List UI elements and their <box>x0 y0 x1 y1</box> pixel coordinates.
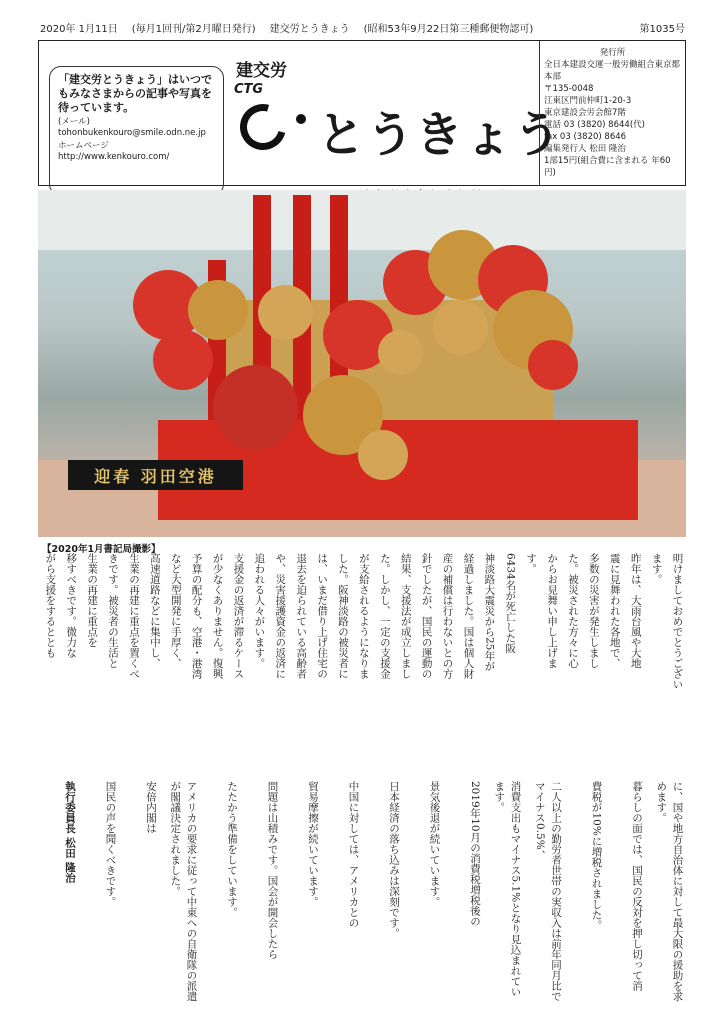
article-column: 経過しました。国は個人財 <box>462 553 475 679</box>
article-column: や、災害援護資金の返済に <box>274 553 287 679</box>
fax: fax 03 (3820) 8646 <box>544 132 627 142</box>
article-column: が支給されるようになりま <box>357 553 370 679</box>
article-column: は、いまだ借り上げ住宅の <box>316 553 329 679</box>
article-column: 問題は山積みです。国会が開会したら <box>266 781 279 960</box>
paper-fan <box>528 340 578 390</box>
article-column: た。しかし、一定の支援金 <box>378 553 391 679</box>
submission-notice <box>49 66 224 196</box>
article-band-top <box>38 553 686 778</box>
article-column: ます。 <box>650 553 663 585</box>
paper-fan <box>153 330 213 390</box>
article-column: 産の補償は行わないとの方 <box>441 553 454 679</box>
article-column: 生業の再建に重点を <box>86 553 99 648</box>
article-column: した。阪神淡路の被災者に <box>337 553 349 679</box>
paper-name: 建交労とうきょう <box>269 24 350 35</box>
price: 1部15円(組合費に含まれる 年60円) <box>544 156 671 178</box>
article-column: 多数の災害が発生しまし <box>587 553 600 669</box>
publisher-heading: 発行所 <box>599 48 626 58</box>
paper-fan <box>433 300 488 355</box>
paper-fan <box>358 430 408 480</box>
article-column: アメリカの要求に従って中東への自衛隊の派遣が閣議決定されました。 <box>169 781 198 1002</box>
issue-frequency: (毎月1回刊/第2月曜日発行) <box>131 24 256 35</box>
article-column: に、国や地方自治体に対して最大限の援助を求めます。 <box>655 781 684 1002</box>
article-column: 6434名が死亡した阪 <box>504 553 517 654</box>
paper-fan <box>378 330 423 375</box>
article-column: 結果、支援法が成立しまし <box>399 553 412 679</box>
article-column: す。 <box>525 553 538 574</box>
photo-ceiling <box>38 190 686 250</box>
article-column: 追われる人々がいます。 <box>253 553 266 669</box>
article-column: 費税が10%に増税されました。 <box>590 781 603 931</box>
header-line <box>40 20 685 38</box>
logo-text: 建交労 <box>236 61 287 81</box>
article-column: 国民の声を聞くべきです。 <box>104 781 117 907</box>
postal-code: 〒135-0048 <box>544 84 594 94</box>
article-column: 神淡路大震災から25年が <box>483 553 496 672</box>
address-line-1: 江東区門前仲町1-20-3 <box>544 96 632 106</box>
article-column: 安倍内閣は <box>145 781 157 834</box>
article-column: が少なくありません。復興 <box>211 553 224 679</box>
paper-title: とうきょう <box>317 107 563 163</box>
article-column: 支援金の返済が滞るケース <box>232 553 245 679</box>
article-column: 退去を迫られている高齢者 <box>295 553 308 679</box>
logo-mark-text: CTG <box>234 82 264 97</box>
mail-link[interactable]: tohonbukenkouro@smile.odn.ne.jp <box>58 128 206 138</box>
notice-web: ホームページ http://www.kenkouro.com/ <box>58 141 170 162</box>
article-column: きです。被災者の生活と <box>107 553 120 669</box>
license-note: (昭和53年9月22日第三種郵便物認可) <box>363 24 534 35</box>
article-column: 震に見舞われた各地で、 <box>608 553 621 669</box>
article-column: 日本経済の落ち込みは深刻です。 <box>388 781 400 939</box>
cover-photo <box>38 190 686 537</box>
article-column: からお見舞い申し上げま <box>546 553 559 669</box>
photo-caption: 【2020年1月書記局撮影】 <box>42 544 161 555</box>
paper-fan <box>188 280 248 340</box>
notice-heading: 「建交労とうきょう」はいつでもみなさまからの記事や写真を待っています。 <box>58 73 212 114</box>
telephone: 電話 03 (3820) 8644(代) <box>544 120 645 130</box>
union-logo <box>234 56 314 166</box>
masthead <box>38 40 686 186</box>
article-body <box>38 553 686 1011</box>
article-column: 貿易摩擦が続いています。 <box>307 781 319 907</box>
paper-fan <box>213 365 298 450</box>
new-year-sign: 迎春 羽田空港 <box>68 460 243 490</box>
article-column: 移すべきです。微力な <box>65 553 78 658</box>
article-column: た。被災された方々に心 <box>566 553 579 669</box>
editor: 編集発行人 松田 隆治 <box>544 144 626 154</box>
article-column: 景気後退が続いています。 <box>428 781 441 907</box>
article-column: 二人以上の勤労者世帯の実収入は前年同月比でマイナス0.5%、 <box>533 781 562 1002</box>
article-column: 明けましておめでとうござい <box>671 553 684 690</box>
article-column: がら支援をするととも <box>44 553 57 658</box>
paper-fan <box>258 285 313 340</box>
publisher-info <box>539 41 685 185</box>
address-line-2: 東京建設会労会館7階 <box>544 108 626 118</box>
article-column: 針でしたが、国民の運動の <box>420 553 433 679</box>
article-band-bottom <box>38 781 686 1006</box>
article-column: 2019年10月の消費税増税後の <box>469 781 481 927</box>
article-column: 生業の再建に重点を置くべ <box>127 553 140 679</box>
article-column: たたかう準備をしています。 <box>226 781 238 918</box>
web-link[interactable]: http://www.kenkouro.com/ <box>58 152 170 162</box>
article-column: 昨年は、大雨台風や大地 <box>629 553 642 669</box>
article-column: 予算の配分も、空港・港湾 <box>190 553 203 679</box>
article-column: 執行委員長 松田 隆治 <box>64 781 76 883</box>
logo-dot-icon <box>296 114 306 124</box>
issue-date: 2020年 1月11日 <box>40 24 118 35</box>
article-column: 高速道路などに集中し、 <box>148 553 161 669</box>
logo-circle-icon <box>232 96 295 159</box>
notice-mail: (メール) tohonbukenkouro@smile.odn.ne.jp <box>58 117 206 138</box>
article-column: 中国に対しては、アメリカとの <box>347 781 360 928</box>
article-column: 暮らしの面では、国民の反対を押し切って消 <box>631 781 643 991</box>
issue-number: 第1035号 <box>639 24 685 35</box>
publisher-name: 全日本建設交運一般労働組合東京都本部 <box>544 60 681 82</box>
article-column: など大型開発に手厚く、 <box>169 553 182 669</box>
article-column: 消費支出もマイナス5.1%となり見込まれています。 <box>493 781 522 997</box>
